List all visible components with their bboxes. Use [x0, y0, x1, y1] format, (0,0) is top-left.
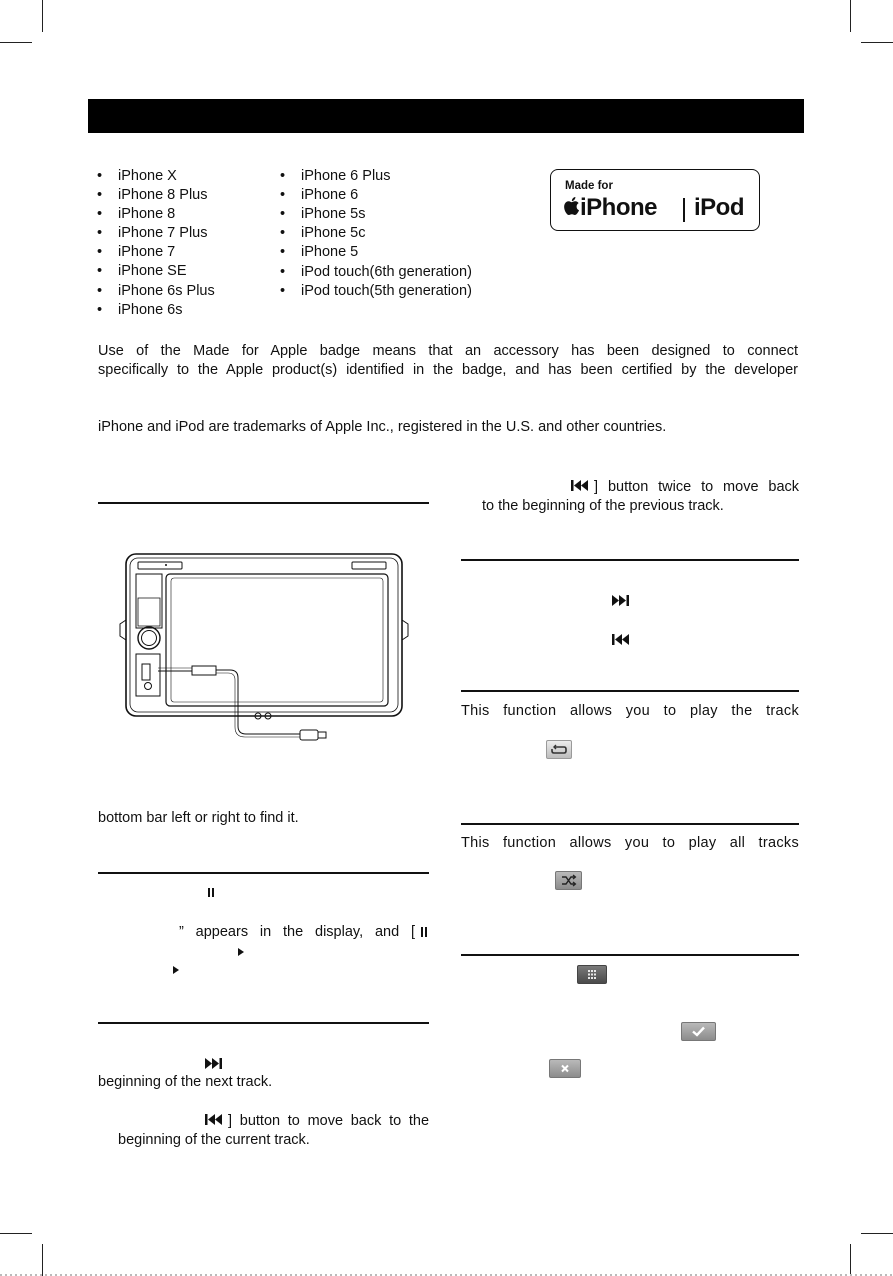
shuffle-button[interactable]: [555, 871, 582, 890]
grid-menu-icon: [578, 966, 606, 983]
pause-icon: [419, 926, 429, 938]
pause-status-text: [179, 923, 429, 942]
shuffle-description: This function allows you to play all tracks: [461, 835, 799, 851]
badge-divider: [683, 198, 685, 222]
crop-mark: [850, 0, 851, 32]
skip-next-icon: [611, 594, 631, 607]
crop-mark: [42, 1244, 43, 1276]
pause-icon: [207, 887, 215, 898]
section-divider: [98, 1022, 429, 1024]
close-icon: [550, 1060, 580, 1077]
device-list-item: • iPhone 5s: [301, 205, 366, 224]
prev-track-text-line2: beginning of the current track.: [118, 1132, 310, 1148]
crop-mark: [0, 42, 32, 43]
prev-twice-text: [570, 478, 799, 497]
prev-twice-text-line2: to the beginning of the previous track.: [482, 498, 724, 514]
section-divider: [461, 559, 799, 561]
badge-ipod-text: iPod: [694, 194, 744, 221]
prev-twice-label: ] button twice to move back: [594, 479, 800, 495]
made-for-iphone-ipod-badge: [550, 169, 760, 231]
crop-mark: [861, 1233, 893, 1234]
play-icon: [172, 965, 180, 975]
bottom-bar-hint: bottom bar left or right to find it.: [98, 810, 299, 826]
section-header-bar: [88, 99, 804, 133]
badge-iphone-text: [563, 194, 657, 222]
badge-iphone-word: iPhone: [580, 194, 658, 221]
prev-track-label: ] button to move back to the: [228, 1113, 430, 1129]
crop-mark: [0, 1233, 32, 1234]
section-divider: [98, 872, 429, 874]
prev-track-text: [204, 1112, 429, 1131]
device-list-item: • iPhone 6: [301, 186, 358, 205]
crop-mark: [850, 1244, 851, 1276]
trademark-notice: iPhone and iPod are trademarks of Apple Inc., registered in the U.S. and other countries.: [98, 419, 667, 435]
crop-mark: [861, 42, 893, 43]
device-list-item: • iPhone 5: [301, 243, 358, 262]
repeat-description: This function allows you to play the track: [461, 703, 799, 719]
section-divider: [461, 823, 799, 825]
section-divider: [461, 690, 799, 692]
menu-grid-button[interactable]: [577, 965, 607, 984]
repeat-button[interactable]: [546, 740, 572, 759]
next-track-text: beginning of the next track.: [98, 1074, 273, 1090]
device-list-item: • iPod touch(5th generation): [301, 282, 472, 301]
apple-logo-icon: [563, 196, 580, 216]
pause-status-label: ” appears in the display, and [: [179, 924, 415, 940]
confirm-button[interactable]: [681, 1022, 716, 1041]
skip-previous-icon: [611, 633, 631, 646]
skip-previous-icon: [204, 1113, 224, 1126]
skip-next-icon: [204, 1057, 224, 1070]
device-list-item: • iPhone 8: [118, 205, 175, 224]
device-list-item: • iPhone 8 Plus: [118, 186, 207, 205]
head-unit-connection-diagram: [118, 550, 413, 746]
badge-made-for-text: Made for: [565, 180, 613, 192]
badge-disclaimer-line: Use of the Made for Apple badge means that an accessory has been designed to connect: [98, 343, 798, 359]
device-list-item: • iPod touch(6th generation): [301, 263, 472, 282]
device-list-item: • iPhone 7 Plus: [118, 224, 207, 243]
device-list-item: • iPhone 7: [118, 243, 175, 262]
repeat-icon: [547, 741, 571, 758]
cancel-button[interactable]: [549, 1059, 581, 1078]
crop-mark: [42, 0, 43, 32]
device-list-item: • iPhone X: [118, 167, 177, 186]
badge-disclaimer-line: specifically to the Apple product(s) identified in the badge, and has been certified by the developer: [98, 362, 798, 378]
device-list-item: • iPhone 6s: [118, 301, 183, 320]
device-list-item: • iPhone 6 Plus: [301, 167, 390, 186]
section-divider: [461, 954, 799, 956]
section-divider: [98, 502, 429, 504]
play-icon: [237, 947, 245, 957]
device-list-item: • iPhone SE: [118, 262, 187, 281]
device-list-item: • iPhone 5c: [301, 224, 366, 243]
shuffle-icon: [556, 872, 581, 889]
skip-previous-icon: [570, 479, 590, 492]
device-list-item: • iPhone 6s Plus: [118, 282, 215, 301]
checkmark-icon: [682, 1023, 715, 1040]
